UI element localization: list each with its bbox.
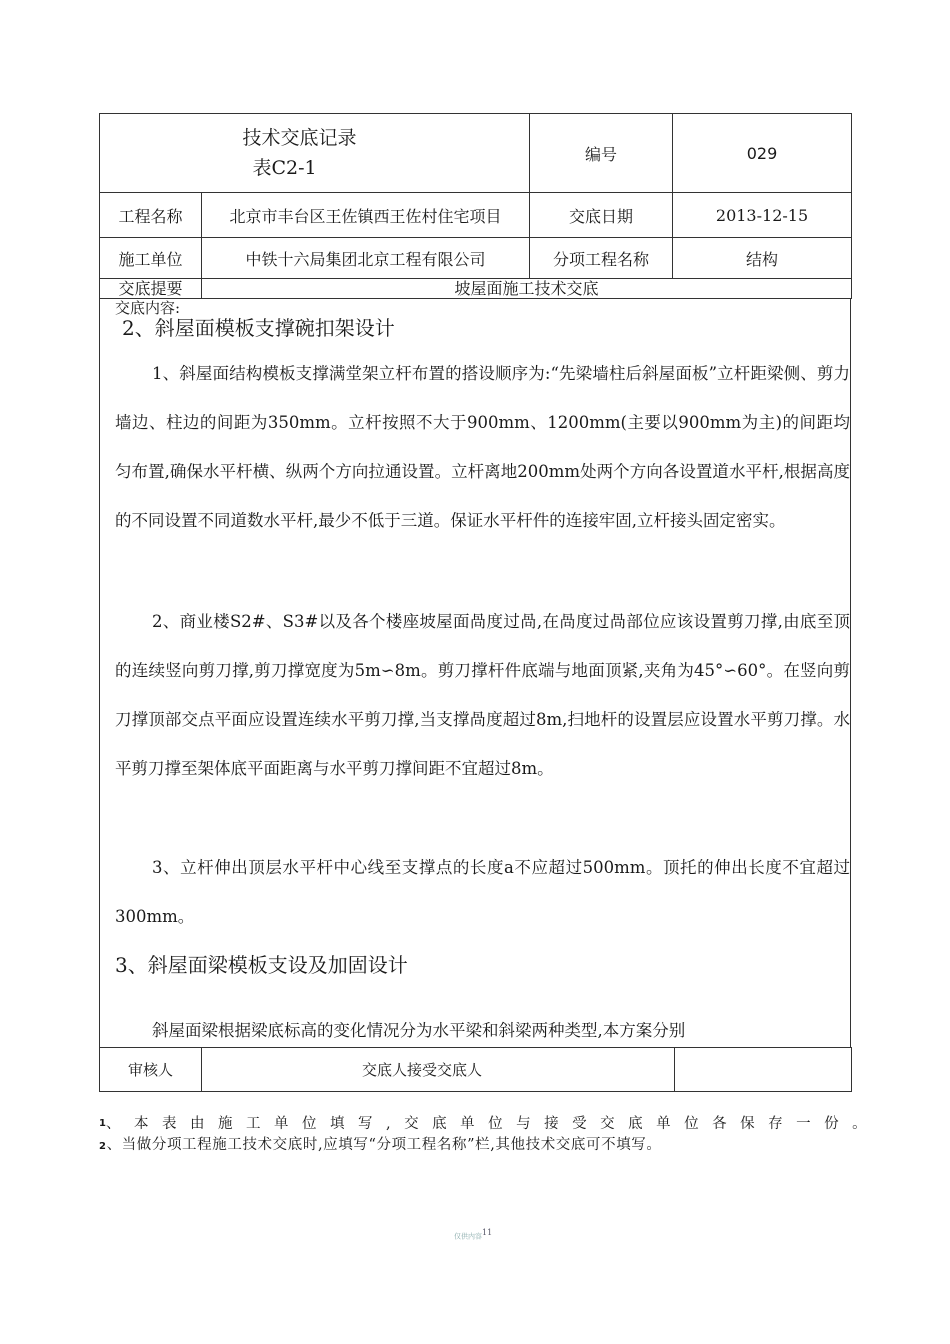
- content-label: 交底内容:: [115, 299, 181, 317]
- project-label: 工程名称: [100, 193, 202, 238]
- date-label: 交底日期: [530, 193, 673, 238]
- page-footer: [454, 1228, 492, 1241]
- paragraph-2: 2、商业楼S2#、S3#以及各个楼座坡屋面咼度过咼,在咼度过咼部位应该设置剪刀撑,由底至顶的连续竖向剪刀撑,剪刀撑宽度为5m∽8m。剪刀撑杆件底端与地面顶紧,夹角为45°∽60°。在竖向剪刀撑顶部交点平面应设置连续水平剪刀撑,当支撑咼度超过8m,扫地杆的设置层应设置水平剪刀撑。水平剪刀撑至架体底平面距离与水平剪刀撑间距不宜超过8m。: [115, 612, 850, 778]
- section-heading-3: 3、斜屋面梁模板支设及加固设计: [115, 953, 408, 977]
- page-number: 11: [482, 1228, 493, 1237]
- form-notes: [99, 1114, 881, 1158]
- unit-value: 中铁十六局集团北京工程有限公司: [202, 238, 530, 279]
- project-value: 北京市丰台区王佐镇西王佐村住宅项目: [202, 193, 530, 238]
- header-table: [99, 113, 852, 299]
- subproject-value: 结构: [673, 238, 852, 279]
- reviewer-label: 审核人: [100, 1048, 202, 1092]
- footer-mark: 仅供内容: [454, 1232, 482, 1241]
- disclosure-content: [99, 299, 851, 1047]
- discloser-receiver-label: 交底人接受交底人: [202, 1048, 675, 1092]
- paragraph-3: 3、立杆伸出顶层水平杆中心线至支撑点的长度a不应超过500mm。顶托的伸出长度不宜超过300mm。: [115, 858, 850, 926]
- signature-table: [99, 1047, 852, 1092]
- note-1: [99, 1114, 881, 1134]
- note-1-text: 、本表由施工单位填写,交底单位与接受交底单位各保存一份。: [105, 1116, 881, 1132]
- summary-value: 坡屋面施工技术交底: [202, 279, 852, 299]
- signature-blank: [675, 1048, 852, 1092]
- section-heading-2: 2、斜屋面模板支撑碗扣架设计: [122, 316, 395, 340]
- number-value: 029: [673, 114, 852, 193]
- note-2: [99, 1134, 851, 1158]
- date-value: 2013-12-15: [673, 193, 852, 238]
- number-label: 编号: [530, 114, 673, 193]
- form-title-line1: 技术交底记录: [242, 127, 357, 149]
- paragraph-4: 斜屋面梁根据梁底标高的变化情况分为水平梁和斜梁两种类型,本方案分别: [152, 1021, 686, 1040]
- disclosure-form: [99, 113, 851, 1092]
- summary-label: 交底提要: [100, 279, 202, 299]
- form-title-line2: 表C2-1: [252, 157, 317, 179]
- note-2-number: 2: [99, 1141, 107, 1152]
- note-2-text: 、当做分项工程施工技术交底时,应填写“分项工程名称”栏,其他技术交底可不填写。: [106, 1137, 662, 1153]
- paragraph-1: 1、斜屋面结构模板支撑满堂架立杆布置的搭设顺序为:“先梁墙柱后斜屋面板”立杆距梁侧、剪力墙边、柱边的间距为350mm。立杆按照不大于900mm、1200mm(主要以900mm为主)的间距均匀布置,确保水平杆横、纵两个方向拉通设置。立杆离地200mm处两个方向各设置道水平杆,根据高度的不同设置不同道数水平杆,最少不低于三道。保证水平杆件的连接牢固,立杆接头固定密实。: [115, 364, 850, 530]
- note-1-number: 1: [99, 1118, 106, 1129]
- form-title: [100, 114, 530, 193]
- unit-label: 施工单位: [100, 238, 202, 279]
- subproject-label: 分项工程名称: [530, 238, 673, 279]
